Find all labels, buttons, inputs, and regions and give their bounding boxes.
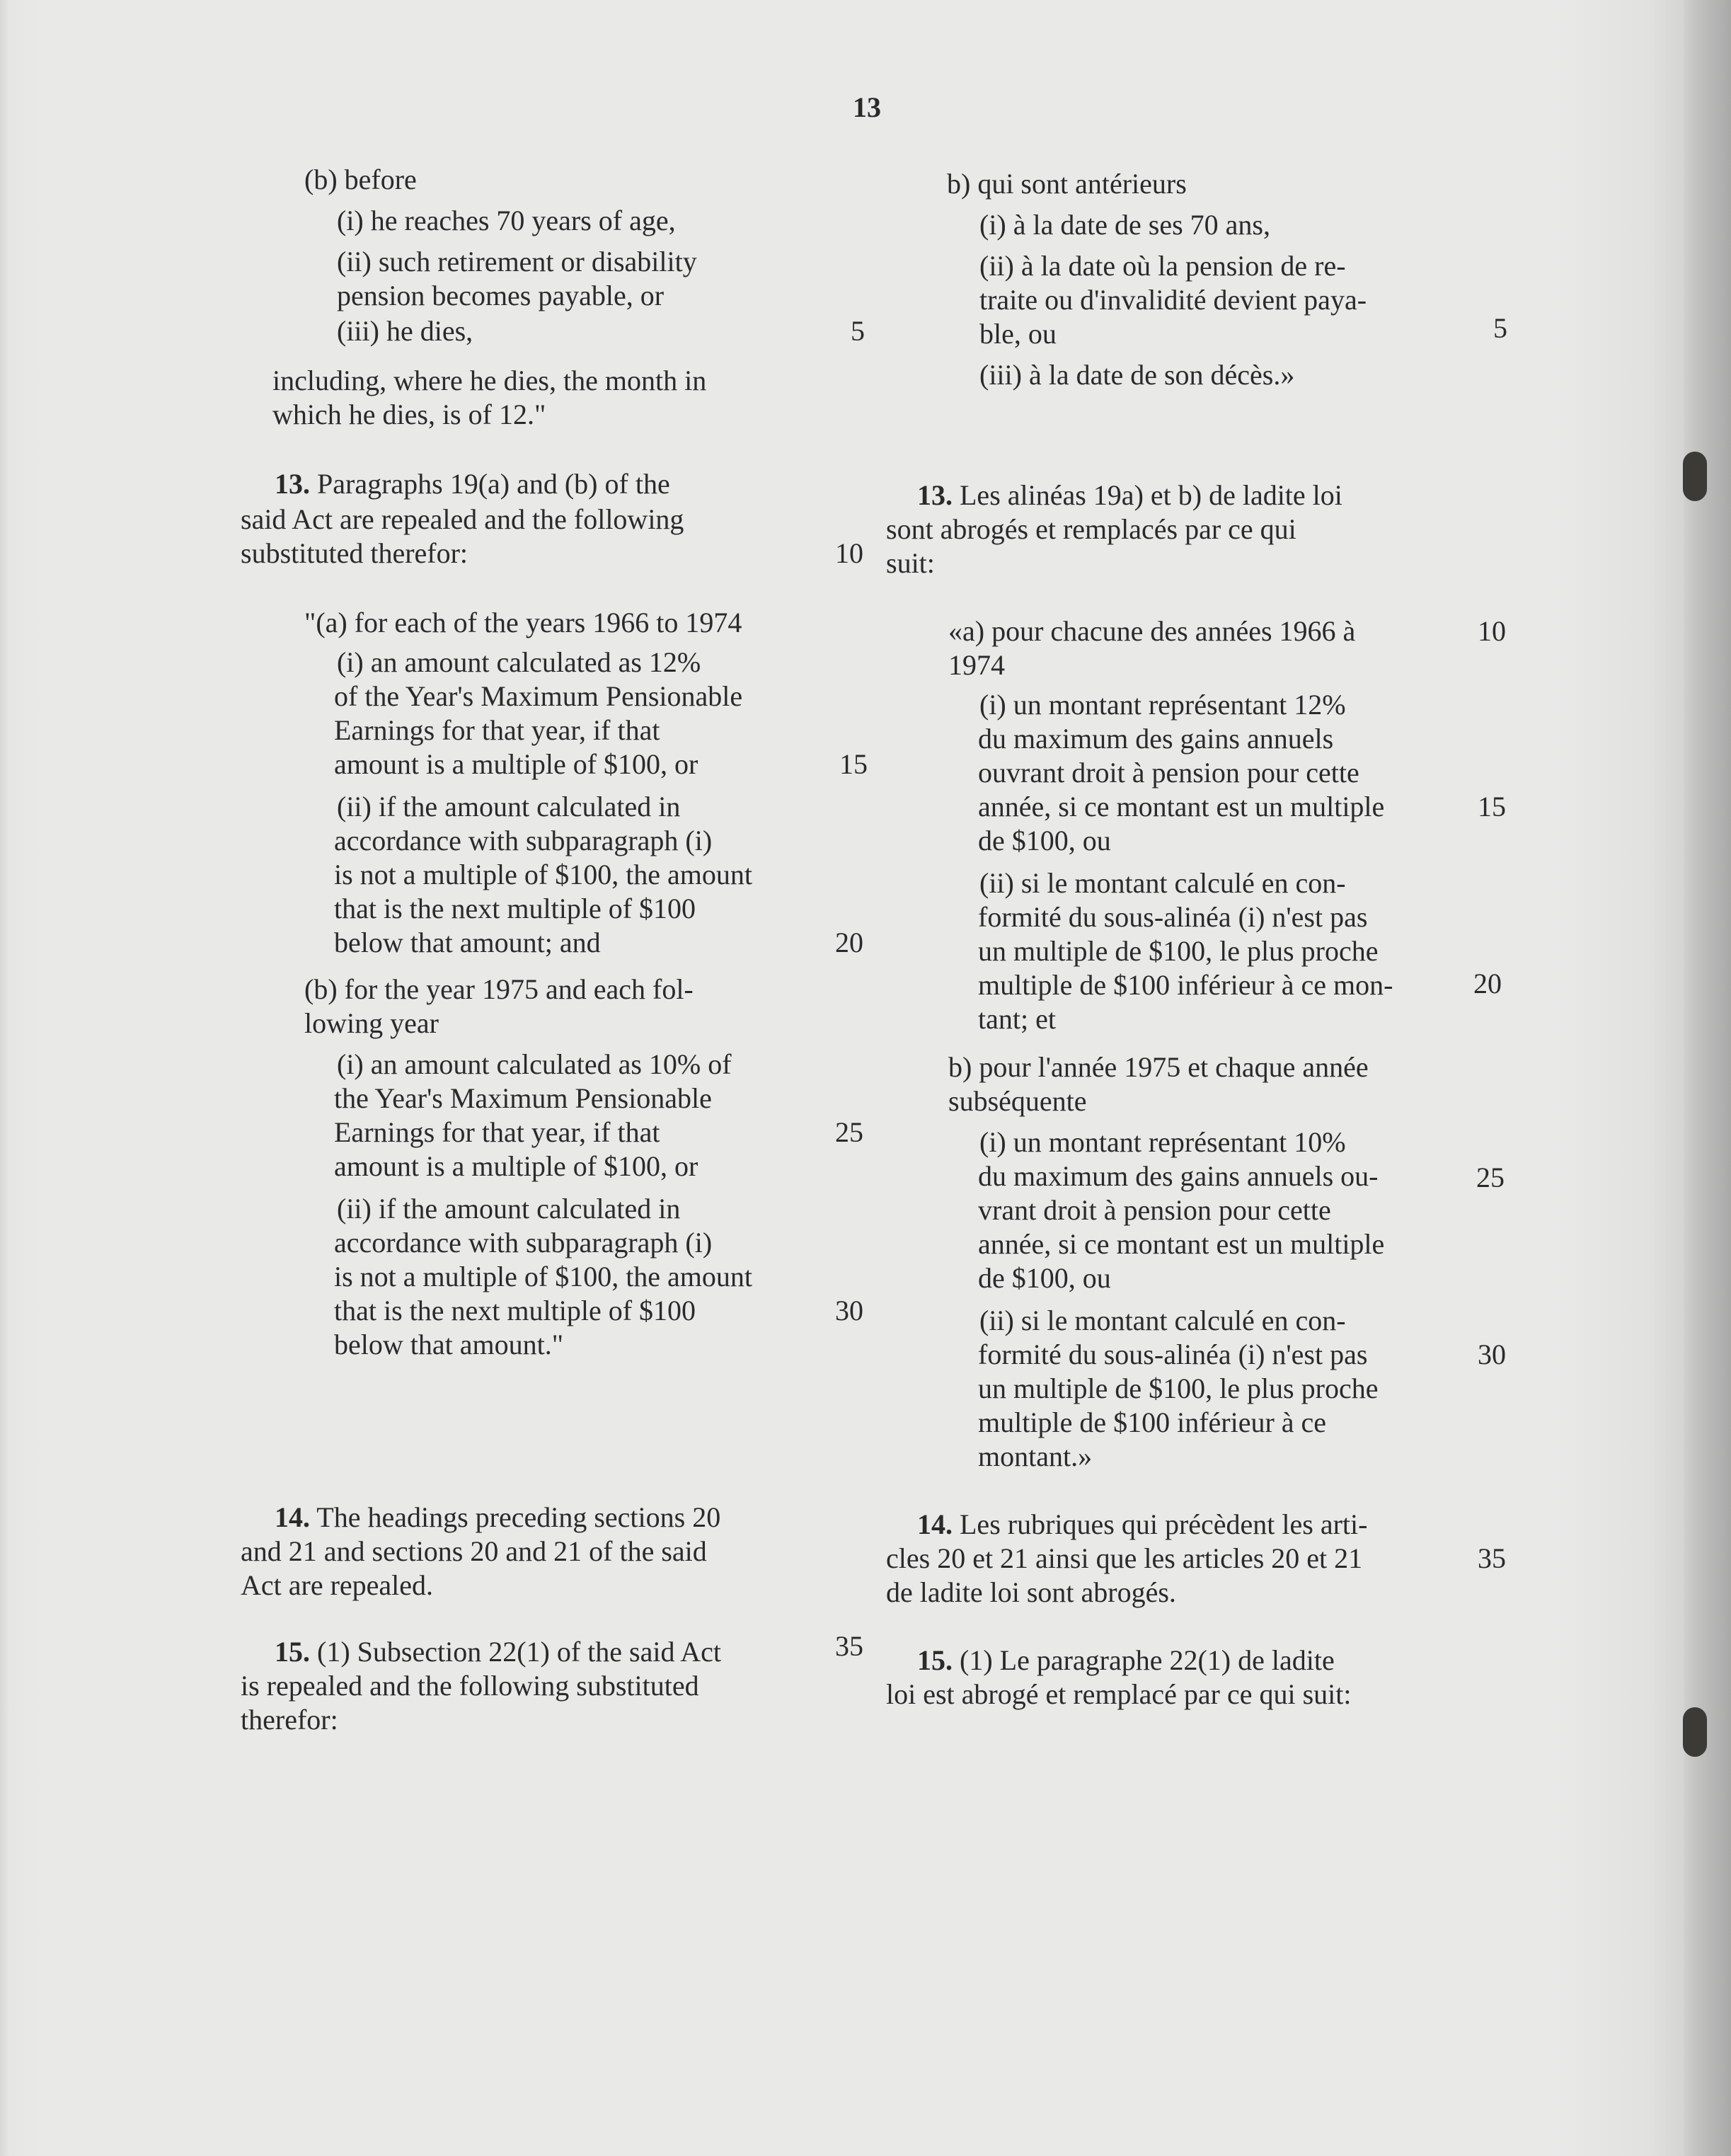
french-line (948, 1084, 1087, 1118)
line-text: suit: (886, 547, 935, 579)
french-line (948, 614, 1355, 648)
line-text: and 21 and sections 20 and 21 of the said (241, 1535, 707, 1567)
section-number: 14. (275, 1501, 310, 1533)
line-text: Les rubriques qui précèdent les arti- (953, 1508, 1368, 1540)
margin-line-number: 5 (851, 315, 865, 347)
line-text: the Year's Maximum Pensionable (334, 1082, 712, 1114)
english-line (337, 646, 701, 680)
line-text: (ii) si le montant calculé en con- (979, 867, 1346, 899)
line-text: below that amount." (334, 1329, 564, 1360)
line-text: (i) he reaches 70 years of age, (337, 205, 676, 236)
english-line (337, 279, 664, 313)
page-number: 13 (853, 91, 881, 123)
french-line (978, 790, 1384, 824)
english-line (334, 892, 696, 926)
line-text: «a) pour chacune des années 1966 à (948, 615, 1356, 647)
line-text: is not a multiple of $100, the amount (334, 1261, 753, 1292)
english-line (334, 858, 752, 892)
margin-line-number: 20 (835, 927, 863, 958)
line-text: (i) un montant représentant 10% (979, 1126, 1346, 1158)
line-text: (1) Subsection 22(1) of the said Act (310, 1636, 721, 1668)
english-line (241, 1569, 433, 1602)
line-text: of the Year's Maximum Pensionable (334, 680, 743, 712)
margin-line-number: 35 (1478, 1542, 1506, 1574)
french-line (979, 688, 1346, 722)
english-line (337, 790, 680, 824)
english-line (334, 1260, 752, 1294)
line-text: accordance with subparagraph (i) (334, 1227, 713, 1258)
english-line (272, 364, 706, 398)
line-text: pension becomes payable, or (337, 280, 665, 311)
section-number: 15. (917, 1644, 953, 1676)
french-line (978, 1372, 1378, 1406)
line-text: du maximum des gains annuels ou- (978, 1160, 1379, 1192)
french-line (948, 1050, 1369, 1084)
french-line (978, 756, 1359, 790)
line-text: that is the next multiple of $100 (334, 1295, 696, 1326)
english-line (334, 747, 698, 781)
english-line (337, 245, 697, 279)
english-line (337, 204, 676, 238)
line-text: subséquente (948, 1085, 1087, 1117)
english-line (304, 1007, 439, 1040)
line-text: Paragraphs 19(a) and (b) of the (310, 468, 670, 500)
french-line (979, 1125, 1346, 1159)
french-line (978, 900, 1367, 934)
line-text: tant; et (978, 1003, 1056, 1035)
french-line (947, 167, 1187, 201)
line-text: formité du sous-alinéa (i) n'est pas (978, 901, 1368, 933)
english-line (275, 467, 670, 501)
english-line (334, 1226, 712, 1260)
margin-line-number: 5 (1493, 312, 1507, 344)
french-line (978, 824, 1111, 858)
line-text: b) pour l'année 1975 et chaque année (948, 1051, 1369, 1083)
punch-hole-bottom (1683, 1707, 1707, 1757)
line-text: (ii) if the amount calculated in (337, 791, 681, 822)
french-line (886, 1542, 1362, 1576)
english-line (337, 1048, 732, 1082)
line-text: (iii) à la date de son décès.» (979, 359, 1295, 391)
french-line (948, 648, 1005, 682)
section-number: 14. (917, 1508, 953, 1540)
french-line (978, 1338, 1367, 1372)
line-text: multiple de $100 inférieur à ce (978, 1406, 1327, 1438)
french-line (979, 208, 1270, 242)
french-line (978, 1227, 1384, 1261)
line-text: (1) Le paragraphe 22(1) de ladite (953, 1644, 1335, 1676)
line-text: (ii) such retirement or disability (337, 246, 697, 277)
english-line (241, 1669, 699, 1703)
english-line (275, 1635, 721, 1669)
french-line (979, 358, 1294, 392)
line-text: ouvrant droit à pension pour cette (978, 757, 1359, 789)
line-text: de $100, ou (978, 825, 1111, 856)
french-line (978, 1002, 1056, 1036)
line-text: below that amount; and (334, 927, 601, 958)
line-text: un multiple de $100, le plus proche (978, 935, 1379, 967)
english-line (334, 824, 712, 858)
section-number: 13. (275, 468, 310, 500)
english-line (304, 606, 742, 640)
margin-line-number: 20 (1473, 968, 1502, 999)
punch-hole-top (1683, 452, 1707, 501)
line-text: montant.» (978, 1440, 1093, 1472)
line-text: including, where he dies, the month in (272, 365, 707, 396)
english-line (334, 1082, 712, 1116)
line-text: therefor: (241, 1704, 338, 1736)
line-text: (b) before (304, 164, 417, 195)
line-text: amount is a multiple of $100, or (334, 1150, 698, 1182)
english-line (275, 1501, 720, 1535)
line-text: loi est abrogé et remplacé par ce qui suit: (886, 1678, 1352, 1710)
margin-line-number: 15 (839, 748, 868, 780)
english-line (241, 1535, 707, 1569)
line-text: de $100, ou (978, 1262, 1111, 1294)
english-line (337, 1192, 680, 1226)
line-text: vrant droit à pension pour cette (978, 1194, 1331, 1226)
line-text: Earnings for that year, if that (334, 714, 660, 746)
line-text: du maximum des gains annuels (978, 723, 1334, 755)
french-line (979, 249, 1346, 283)
french-line (886, 546, 935, 580)
english-line (241, 503, 684, 537)
margin-line-number: 30 (835, 1295, 863, 1326)
margin-line-number: 35 (835, 1630, 863, 1662)
line-text: un multiple de $100, le plus proche (978, 1372, 1379, 1404)
line-text: formité du sous-alinéa (i) n'est pas (978, 1338, 1368, 1370)
line-text: année, si ce montant est un multiple (978, 791, 1385, 822)
line-text: (b) for the year 1975 and each fol- (304, 973, 694, 1005)
line-text: The headings preceding sections 20 (310, 1501, 721, 1533)
line-text: substituted therefor: (241, 537, 468, 569)
english-line (334, 1116, 660, 1149)
french-line (978, 1406, 1326, 1440)
english-line (334, 713, 660, 747)
margin-line-number: 15 (1478, 791, 1506, 822)
french-line (886, 1576, 1176, 1610)
english-line (337, 314, 473, 348)
english-line (334, 680, 742, 713)
french-line (978, 1440, 1092, 1474)
line-text: which he dies, is of 12." (272, 398, 546, 430)
line-text: said Act are repealed and the following (241, 503, 684, 535)
line-text: Earnings for that year, if that (334, 1116, 660, 1148)
line-text: "(a) for each of the years 1966 to 1974 (304, 607, 742, 638)
english-line (241, 537, 468, 570)
line-text: (i) à la date de ses 70 ans, (979, 209, 1270, 241)
line-text: ble, ou (979, 318, 1057, 350)
margin-line-number: 10 (1478, 615, 1506, 647)
line-text: multiple de $100 inférieur à ce mon- (978, 969, 1393, 1001)
french-line (917, 478, 1342, 512)
french-line (978, 1159, 1378, 1193)
french-line (978, 968, 1393, 1002)
line-text: b) qui sont antérieurs (947, 168, 1187, 200)
line-text: sont abrogés et remplacés par ce qui (886, 513, 1296, 545)
line-text: 1974 (948, 649, 1005, 681)
line-text: Les alinéas 19a) et b) de ladite loi (953, 479, 1342, 511)
line-text: de ladite loi sont abrogés. (886, 1576, 1176, 1608)
line-text: amount is a multiple of $100, or (334, 748, 698, 780)
english-line (304, 973, 694, 1007)
english-line (304, 163, 417, 197)
french-line (979, 283, 1367, 317)
line-text: traite ou d'invalidité devient paya- (979, 284, 1367, 316)
line-text: is not a multiple of $100, the amount (334, 859, 753, 890)
english-line (241, 1703, 338, 1737)
french-line (978, 1261, 1111, 1295)
line-text: (ii) if the amount calculated in (337, 1193, 681, 1225)
french-line (979, 866, 1346, 900)
line-text: (ii) à la date où la pension de re- (979, 250, 1346, 282)
french-line (979, 1304, 1346, 1338)
margin-line-number: 30 (1478, 1338, 1506, 1370)
french-line (917, 1508, 1367, 1542)
line-text: cles 20 et 21 ainsi que les articles 20 et 21 (886, 1542, 1363, 1574)
french-line (978, 722, 1333, 756)
line-text: (i) an amount calculated as 12% (337, 646, 701, 678)
binder-edge (1684, 0, 1731, 2156)
french-line (978, 934, 1378, 968)
line-text: that is the next multiple of $100 (334, 893, 696, 924)
english-line (272, 398, 546, 432)
line-text: (i) un montant représentant 12% (979, 689, 1346, 721)
line-text: Act are repealed. (241, 1569, 434, 1601)
line-text: (ii) si le montant calculé en con- (979, 1305, 1346, 1336)
line-text: (i) an amount calculated as 10% of (337, 1048, 732, 1080)
line-text: accordance with subparagraph (i) (334, 825, 713, 856)
margin-line-number: 25 (835, 1116, 863, 1148)
section-number: 15. (275, 1636, 310, 1668)
french-line (917, 1644, 1335, 1678)
line-text: (iii) he dies, (337, 315, 473, 347)
line-text: lowing year (304, 1007, 439, 1039)
english-line (334, 1149, 698, 1183)
section-number: 13. (917, 479, 953, 511)
line-text: is repealed and the following substituted (241, 1670, 699, 1702)
french-line (886, 512, 1296, 546)
english-line (334, 1294, 696, 1328)
french-line (886, 1678, 1352, 1711)
line-text: année, si ce montant est un multiple (978, 1228, 1385, 1260)
english-line (334, 1328, 563, 1362)
margin-line-number: 10 (835, 537, 863, 569)
french-line (978, 1193, 1331, 1227)
margin-line-number: 25 (1476, 1162, 1505, 1193)
french-line (979, 317, 1057, 351)
english-line (334, 926, 601, 960)
